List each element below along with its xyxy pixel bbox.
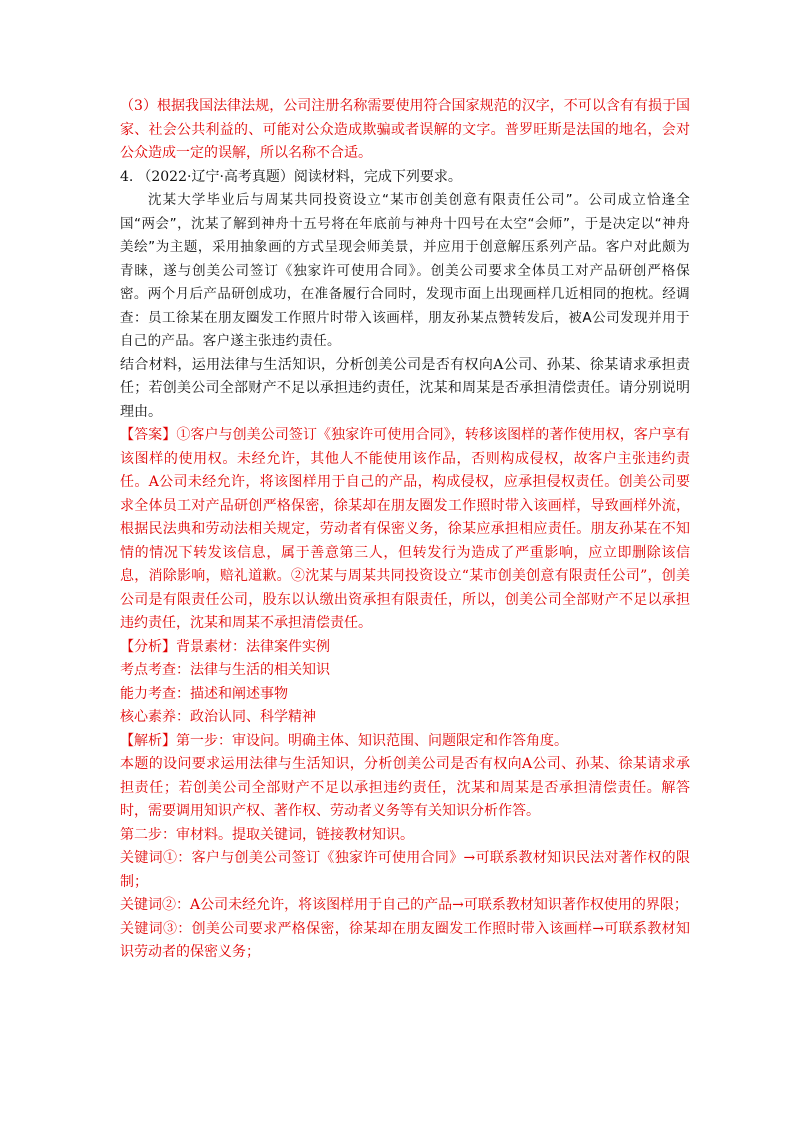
question-number: 4. <box>120 168 134 185</box>
keyword-3: 关键词③：创美公司要求严格保密，徐某却在朋友圈发工作照时带入该画样→可联系教材知识劳动者的保密义务； <box>120 920 690 960</box>
analysis-background-text: 背景素材：法律案件实例 <box>176 638 330 655</box>
question-header <box>120 166 690 190</box>
keyword-2: 关键词②：A公司未经允许，将该图样用于自己的产品→可联系教材知识著作权使用的界限； <box>120 897 688 913</box>
explain-step1 <box>120 730 690 754</box>
explain-tag: 【解析】 <box>120 732 176 749</box>
explain-step1-text: 第一步：审设问。明确主体、知识范围、问题限定和作答角度。 <box>176 732 568 749</box>
answer-text: ①客户与创美公司签订《独家许可使用合同》，转移该图样的著作使用权，客户享有该图样的使用权。未经允许，其他人不能使用该作品，否则构成侵权，故客户主张违约责任。A公司未经允许，将该图样用于自己的产品，构成侵权，应承担侵权责任。创美公司要求全体员工对产品研创严格保密，徐某却在朋友圈发工作照时带入该画样，导致画样外流，根据民法典和劳动法相关规定，劳动者有保密义务，徐某应承担相应责任。朋友孙某在不知情的情况下转发该信息，属于善意第三人，但转发行为造成了严重影响，应立即删除该信息，消除影响，赔礼道歉。②沈某与周某共同投资设立“某市创美创意有限责任公司”，创美公司是有限责任公司，股东以认缴出资承担有限责任，所以，创美公司全部财产不足以承担违约责任，沈某和周某不承担清偿责任。 <box>120 427 691 631</box>
explain-step2: 第二步：审材料。提取关键词，链接教材知识。 <box>120 826 414 843</box>
answer-paragraph <box>120 424 690 636</box>
analysis-tag: 【分析】 <box>120 638 176 655</box>
document-page <box>120 95 690 965</box>
explain-step1-body: 本题的设问要求运用法律与生活知识，分析创美公司是否有权向A公司、孙某、徐某请求承担责任；若创美公司全部财产不足以承担违约责任，沈某和周某是否承担清偿责任。解答时，需要调用知识产权、著作权、劳动者义务等有关知识分析作答。 <box>120 756 690 819</box>
question-prompt: 结合材料，运用法律与生活知识，分析创美公司是否有权向A公司、孙某、徐某请求承担责任；若创美公司全部财产不足以承担违约责任，沈某和周某是否承担清偿责任。请分别说明理由。 <box>120 356 690 420</box>
answer-tag: 【答案】 <box>120 427 177 443</box>
question-source: （2022·辽宁·高考真题）阅读材料，完成下列要求。 <box>137 168 462 185</box>
analysis-nengli: 能力考查：描述和阐述事物 <box>120 685 288 702</box>
analysis-kaodian: 考点考查：法律与生活的相关知识 <box>120 662 330 678</box>
keyword-1: 关键词①：客户与创美公司签订《独家许可使用合同》→可联系教材知识民法对著作权的限制； <box>120 850 690 890</box>
analysis-background <box>120 636 690 660</box>
analysis-suyang: 核心素养：政治认同、科学精神 <box>120 709 316 725</box>
prev-answer-part3: （3）根据我国法律法规，公司注册名称需要使用符合国家规范的汉字，不可以含有有损于国家、社会公共利益的、可能对公众造成欺骗或者误解的文字。普罗旺斯是法国的地名，会对公众造成一定的误解，所以名称不合适。 <box>120 98 690 161</box>
question-material: 沈某大学毕业后与周某共同投资设立“某市创美创意有限责任公司”。公司成立恰逢全国“两会”，沈某了解到神舟十五号将在年底前与神舟十四号在太空“会师”，于是决定以“神舟美绘”为主题，采用抽象画的方式呈现会师美景，并应用于创意解压系列产品。客户对此颇为青睐，遂与创美公司签订《独家许可使用合同》。创美公司要求全体员工对产品研创严格保密。两个月后产品研创成功，在准备履行合同时，发现市面上出现画样几近相同的抱枕。经调查：员工徐某在朋友圈发工作照片时带入该画样，朋友孙某点赞转发后，被A公司发现并用于自己的产品。客户遂主张违约责任。 <box>120 192 690 349</box>
